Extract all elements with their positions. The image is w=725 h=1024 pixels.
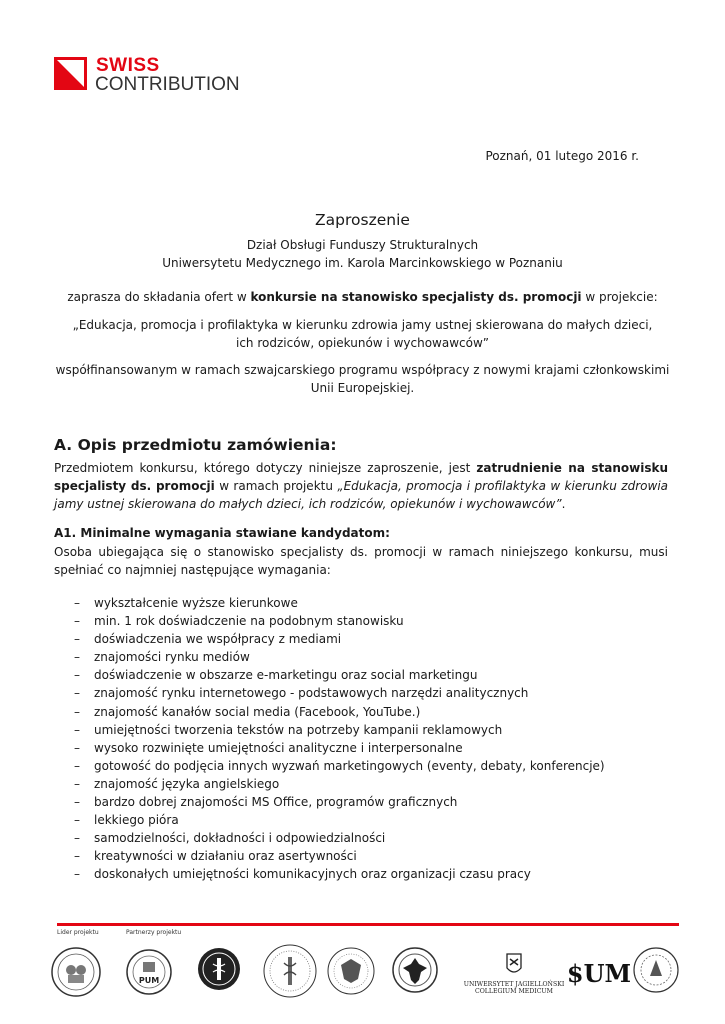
- requirement-item: [54, 847, 605, 865]
- brand-line-2: CONTRIBUTION: [95, 74, 240, 95]
- section-a-paragraph: Przedmiotem konkursu, którego dotyczy niniejsze zaproszenie, jest zatrudnienie na stanowisku specjalisty ds. promocji w ramach projektu „Edukacja, promocja i profilaktyka w kierunku zdrowia jamy ustnej skierowana do małych dzieci, ich rodziców, opiekunów i wychowawców”.: [54, 461, 669, 511]
- list-dash: –: [74, 758, 80, 773]
- poznan-seal-icon: [50, 946, 102, 1002]
- requirement-item: [54, 594, 605, 612]
- list-dash: –: [74, 614, 80, 629]
- list-dash: –: [74, 831, 80, 846]
- requirement-text: kreatywności w działaniu oraz asertywności: [94, 849, 357, 864]
- requirement-item: [54, 721, 605, 739]
- uj-line-1: UNIWERSYTET JAGIELLOŃSKI: [463, 981, 565, 988]
- requirement-item: [54, 630, 605, 648]
- section-a1-intro: Osoba ubiegająca się o stanowisko specjalisty ds. promocji w ramach niniejszego konkursu, musi spełniać co najmniej następujące wymagania:: [54, 545, 668, 577]
- requirement-item: [54, 739, 605, 757]
- requirement-text: doświadczenia we współpracy z mediami: [94, 632, 342, 647]
- requirement-text: wykształcenie wyższe kierunkowe: [94, 596, 298, 610]
- invitation-text: zaprasza do składania ofert w konkursie na stanowisko specjalisty ds. promocji w projekcie:: [67, 290, 658, 304]
- list-dash: –: [74, 849, 80, 864]
- requirement-text: znajomość rynku internetowego - podstawowych narzędzi analitycznych: [94, 686, 529, 701]
- sum-logo-text: $UM: [566, 959, 632, 988]
- sum-logo-icon: [566, 950, 632, 996]
- eagle-seal-icon: [391, 946, 439, 998]
- footer-divider: [57, 923, 679, 926]
- list-dash: –: [74, 740, 80, 755]
- requirements-list: [54, 594, 605, 884]
- requirement-text: lekkiego pióra: [94, 813, 179, 828]
- opole-seal-icon: [632, 946, 680, 998]
- list-dash: –: [74, 704, 80, 719]
- pum-logo-text: PUM: [138, 976, 160, 985]
- requirement-item: [54, 612, 605, 630]
- requirement-text: umiejętności tworzenia tekstów na potrzeby kampanii reklamowych: [94, 722, 503, 737]
- requirement-item: [54, 775, 605, 793]
- requirement-item: [54, 829, 605, 847]
- requirement-item: [54, 811, 605, 829]
- requirement-item: [54, 865, 605, 883]
- list-dash: –: [74, 668, 80, 683]
- gdansk-seal-icon: [262, 943, 318, 1003]
- uj-line-2: COLLEGIUM MEDICUM: [475, 988, 553, 995]
- leader-label: Lider projektu: [57, 929, 99, 936]
- lodz-seal-icon: [196, 946, 242, 996]
- requirement-item: [54, 793, 605, 811]
- requirement-item: [54, 757, 605, 775]
- list-dash: –: [74, 776, 80, 791]
- brand-line-1: SWISS: [96, 55, 160, 76]
- requirement-text: min. 1 rok doświadczenie na podobnym stanowisku: [94, 614, 404, 629]
- project-name: „Edukacja, promocja i profilaktyka w kierunku zdrowia jamy ustnej skierowana do małych dzieci, ich rodziców, opiekunów i wychowawców”: [72, 318, 653, 350]
- uj-cm-logo-icon: [463, 950, 565, 1000]
- requirement-item: [54, 703, 605, 721]
- requirement-text: znajomość języka angielskiego: [94, 776, 280, 791]
- requirement-item: [54, 666, 605, 684]
- bialystok-seal-icon: [326, 943, 376, 1003]
- requirement-text: doskonałych umiejętności komunikacyjnych oraz organizacji czasu pracy: [94, 867, 531, 882]
- list-dash: –: [74, 632, 80, 647]
- pum-seal-icon: [125, 948, 173, 1000]
- section-a-heading: A. Opis przedmiotu zamówienia:: [54, 436, 337, 454]
- requirement-text: doświadczenie w obszarze e-marketingu oraz social marketingu: [94, 668, 478, 683]
- cofinance-text: współfinansowanym w ramach szwajcarskiego programu współpracy z nowymi krajami członkowskimi Unii Europejskiej.: [55, 363, 670, 395]
- requirement-text: gotowość do podjęcia innych wyzwań marketingowych (eventy, debaty, konferencje): [94, 758, 605, 773]
- requirement-item: [54, 648, 605, 666]
- requirement-text: bardzo dobrej znajomości MS Office, programów graficznych: [94, 795, 458, 810]
- list-dash: –: [74, 596, 80, 610]
- section-a1-heading: A1. Minimalne wymagania stawiane kandydatom:: [54, 526, 390, 540]
- issuer-line-2: Uniwersytetu Medycznego im. Karola Marcinkowskiego w Poznaniu: [162, 256, 563, 270]
- list-dash: –: [74, 686, 80, 701]
- list-dash: –: [74, 813, 80, 828]
- list-dash: –: [74, 650, 80, 665]
- issuer-line-1: Dział Obsługi Funduszy Strukturalnych: [246, 238, 479, 252]
- swiss-contribution-logo-mark: [54, 57, 87, 90]
- list-dash: –: [74, 867, 80, 882]
- document-date: Poznań, 01 lutego 2016 r.: [485, 149, 639, 163]
- partners-label: Partnerzy projektu: [126, 929, 182, 936]
- requirement-item: [54, 684, 605, 702]
- requirement-text: znajomości rynku mediów: [94, 650, 250, 665]
- requirement-text: samodzielności, dokładności i odpowiedzialności: [94, 831, 386, 846]
- list-dash: –: [74, 795, 80, 810]
- requirement-text: znajomość kanałów social media (Facebook, YouTube.): [94, 704, 421, 719]
- requirement-text: wysoko rozwinięte umiejętności analityczne i interpersonalne: [94, 740, 463, 755]
- list-dash: –: [74, 722, 80, 737]
- document-title: Zaproszenie: [315, 211, 410, 229]
